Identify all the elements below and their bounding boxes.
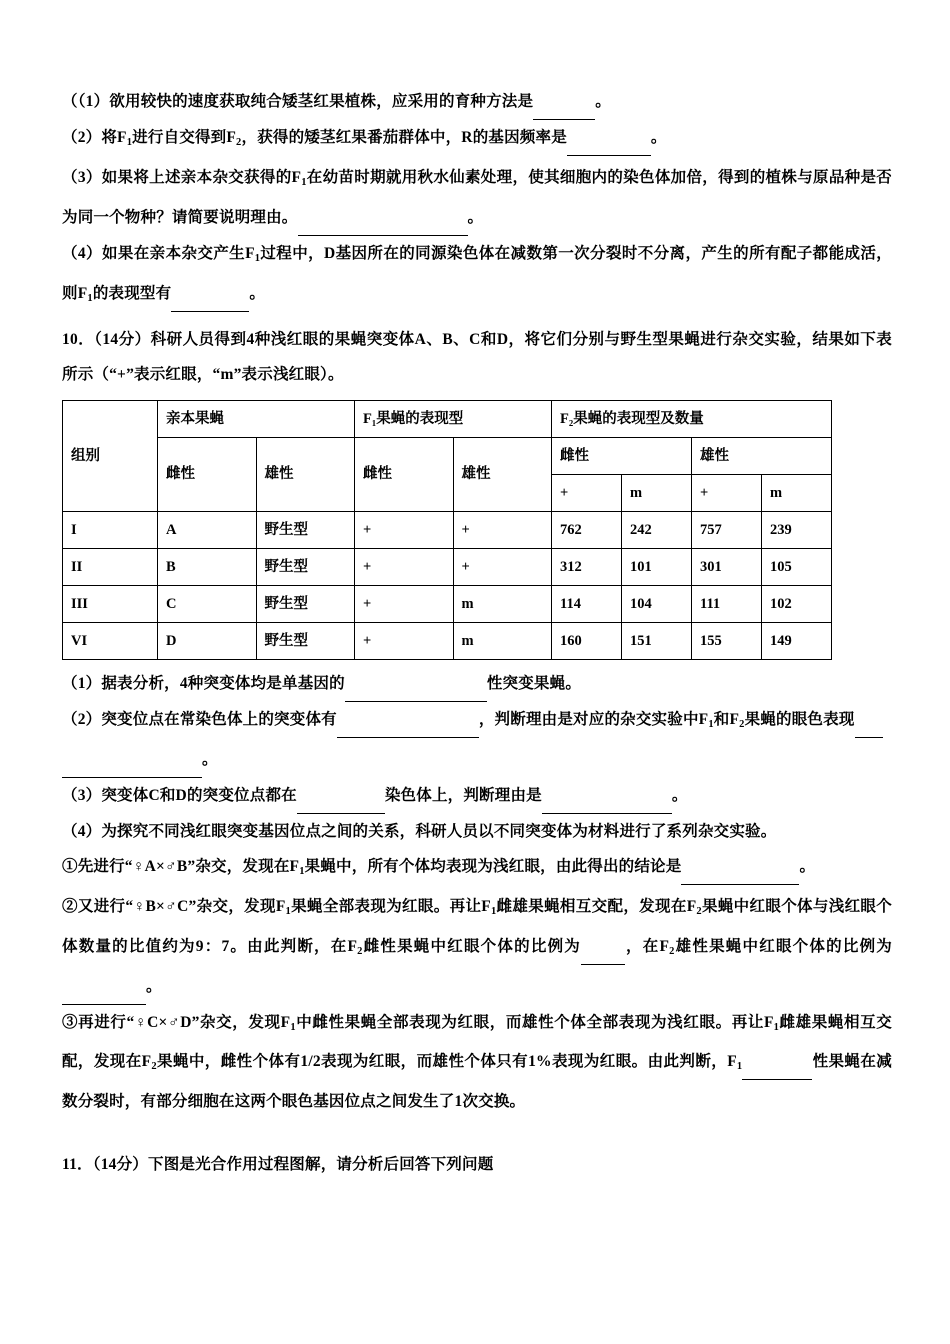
- paragraph-q10-2b: [62, 742, 892, 778]
- cell-group: III: [63, 585, 158, 622]
- cell-f2-male-plus: 155: [692, 622, 762, 659]
- text-run: 。: [595, 93, 611, 110]
- answer-blank[interactable]: [62, 742, 202, 778]
- fly-cross-table-holder: [62, 400, 892, 660]
- text-run: 性突变果蝇。: [486, 674, 582, 692]
- text-run: 。: [202, 750, 218, 768]
- page-content: [62, 84, 892, 1182]
- answer-blank[interactable]: [297, 778, 385, 814]
- answer-blank[interactable]: [533, 84, 595, 120]
- cell-f1-male: +: [453, 511, 552, 548]
- answer-blank[interactable]: [581, 929, 625, 965]
- subscript: 1: [285, 905, 291, 917]
- cell-f2-male-plus: 301: [692, 548, 762, 585]
- cell-group: II: [63, 548, 158, 585]
- header-f2-female-m: m: [622, 474, 692, 511]
- text-run: （3）突变体C和D的突变位点都在: [62, 786, 297, 804]
- text-run: 。: [671, 786, 688, 804]
- table-header-row: [63, 400, 832, 437]
- header-parent-male: 雄性: [256, 437, 355, 511]
- cell-f2-male-m: 105: [762, 548, 832, 585]
- paragraph-q9-3: [62, 160, 892, 236]
- paragraph-q10-stem: [62, 322, 892, 392]
- question-10-answers-block: [62, 666, 892, 1183]
- cell-f1-female: +: [355, 511, 454, 548]
- header-f2: F₂果蝇的表现型及数量: [552, 400, 832, 437]
- subscript: 1: [773, 1021, 780, 1033]
- header-f1-male: 雄性: [453, 437, 552, 511]
- header-f2-male-plus: +: [692, 474, 762, 511]
- text-run: （4）为探究不同浅红眼突变基因位点之间的关系，科研人员以不同突变体为材料进行了系列杂交实验。: [62, 822, 777, 840]
- text-run: 。: [146, 977, 162, 995]
- cell-parent-male: 野生型: [256, 511, 355, 548]
- text-run: 雌性果蝇中红眼个体的比例为: [362, 937, 582, 955]
- text-run: ③再进行“♀C×♂D”杂交，发现F: [62, 1013, 291, 1031]
- cell-parent-male: 野生型: [256, 548, 355, 585]
- table-row: [63, 585, 832, 622]
- header-parent: 亲本果蝇: [158, 400, 355, 437]
- subscript: 1: [490, 905, 497, 917]
- subscript: 1: [299, 865, 305, 877]
- question-9-block: [62, 84, 892, 392]
- text-run: ，在F: [625, 937, 670, 955]
- header-f1-female: 雌性: [355, 437, 454, 511]
- subscript: 2: [357, 945, 363, 957]
- cell-f2-male-m: 239: [762, 511, 832, 548]
- paragraph-q10-4-1: [62, 849, 892, 889]
- text-run: 性果蝇在减数分裂时，有部分细胞在这两个眼色基因位点之间发生了1次交换。: [62, 1053, 892, 1111]
- cell-group: VI: [63, 622, 158, 659]
- cell-f2-male-m: 149: [762, 622, 832, 659]
- answer-blank[interactable]: [542, 778, 672, 814]
- subscript: 2: [739, 718, 745, 730]
- text-run: 果蝇全部表现为红眼。再让F: [290, 897, 491, 915]
- answer-blank[interactable]: [567, 120, 651, 156]
- cell-f1-male: m: [453, 585, 552, 622]
- subscript: 2: [236, 136, 242, 148]
- subscript: 1: [708, 718, 714, 730]
- subscript: 2: [669, 945, 675, 957]
- paragraph-q10-3: [62, 778, 892, 814]
- answer-blank[interactable]: [337, 702, 479, 738]
- cell-parent-female: C: [158, 585, 257, 622]
- text-run: 果蝇中，所有个体均表现为浅红眼，由此得出的结论是: [304, 857, 682, 875]
- text-run: （4）如果在亲本杂交产生F: [62, 244, 255, 262]
- subscript: 1: [290, 1021, 296, 1033]
- cell-f2-female-plus: 160: [552, 622, 622, 659]
- text-run: 在幼苗时期就用秋水仙素处理，使其细胞内的染色体加倍，得到的植株与原品种是否为同一个物种？请简要说明理由。: [62, 168, 892, 226]
- header-f2-female-plus: +: [552, 474, 622, 511]
- cell-f2-female-m: 104: [622, 585, 692, 622]
- text-run: ①先进行“♀A×♂B”杂交，发现在F: [62, 857, 300, 875]
- cell-f2-female-m: 242: [622, 511, 692, 548]
- cell-f2-female-m: 151: [622, 622, 692, 659]
- text-run: 中雌性果蝇全部表现为红眼，而雄性个体全部表现为浅红眼。再让F: [295, 1013, 774, 1031]
- answer-blank[interactable]: [742, 1044, 812, 1080]
- subscript: 1: [301, 176, 307, 188]
- text-run: 进行自交得到F: [132, 129, 237, 146]
- header-f2-male-m: m: [762, 474, 832, 511]
- answer-blank[interactable]: [855, 702, 883, 738]
- paragraph-q10-4: [62, 814, 892, 849]
- text-run: 果蝇中，雌性个体有1/2表现为红眼，而雄性个体只有1%表现为红眼。由此判断，F: [156, 1053, 737, 1071]
- text-run: 果蝇中红眼个体与浅红眼个体数量的比值约为9：7。由此判断，在F: [62, 897, 892, 955]
- answer-blank[interactable]: [62, 969, 146, 1005]
- subscript: 1: [87, 292, 93, 304]
- cell-f1-female: +: [355, 548, 454, 585]
- answer-blank[interactable]: [681, 849, 799, 885]
- header-group: 组别: [63, 400, 158, 511]
- subscript: 2: [696, 905, 702, 917]
- paragraph-q11-stem: [62, 1147, 892, 1182]
- text-run: 雄性果蝇中红眼个体的比例为: [674, 937, 892, 955]
- table-row: [63, 548, 832, 585]
- cell-f1-female: +: [355, 585, 454, 622]
- paragraph-q10-2: [62, 702, 892, 742]
- text-run: 和F: [713, 710, 740, 728]
- cell-f2-female-plus: 312: [552, 548, 622, 585]
- subscript: 1: [254, 252, 261, 264]
- table-header-row: [63, 437, 832, 474]
- cell-f2-male-plus: 757: [692, 511, 762, 548]
- text-run: 。: [467, 208, 484, 226]
- text-run: ，判断理由是对应的杂交实验中F: [478, 710, 709, 728]
- cell-f1-female: +: [355, 622, 454, 659]
- cell-f1-male: m: [453, 622, 552, 659]
- paragraph-q9-4: [62, 236, 892, 316]
- cell-f2-female-plus: 114: [552, 585, 622, 622]
- text-run: （（1）欲用较快的速度获取纯合矮茎红果植株，应采用的育种方法是: [62, 93, 534, 110]
- paragraph-q10-1: [62, 666, 892, 702]
- cell-parent-female: D: [158, 622, 257, 659]
- text-run: 。: [799, 857, 816, 875]
- cell-group: I: [63, 511, 158, 548]
- text-run: ，获得的矮茎红果番茄群体中，R的基因频率是: [241, 129, 567, 146]
- text-run: ②又进行“♀B×♂C”杂交，发现F: [62, 897, 286, 915]
- answer-blank[interactable]: [298, 200, 468, 236]
- text-run: 。: [650, 129, 667, 146]
- cell-parent-male: 野生型: [256, 585, 355, 622]
- fly-cross-table: [62, 400, 832, 660]
- text-run: 雌雄果蝇相互交配，发现在F: [496, 897, 697, 915]
- cell-f2-female-plus: 762: [552, 511, 622, 548]
- subscript: 2: [151, 1061, 157, 1073]
- text-run: 雌雄果蝇相互交配，发现在F: [62, 1013, 892, 1071]
- text-run: （2）突变位点在常染色体上的突变体有: [62, 710, 337, 728]
- table-row: [63, 511, 832, 548]
- paragraph-q10-4-2: [62, 889, 892, 1005]
- text-run: （2）将F: [62, 129, 127, 146]
- text-run: 。: [249, 284, 266, 302]
- paragraph-q9-1: [62, 84, 892, 120]
- table-row: [63, 622, 832, 659]
- cell-parent-male: 野生型: [256, 622, 355, 659]
- cell-f2-female-m: 101: [622, 548, 692, 585]
- header-f1: F₁果蝇的表现型: [355, 400, 552, 437]
- subscript: 1: [126, 136, 133, 148]
- text-run: 染色体上，判断理由是: [384, 786, 542, 804]
- answer-blank[interactable]: [345, 666, 487, 702]
- cell-f2-male-plus: 111: [692, 585, 762, 622]
- text-run: 果蝇的眼色表现: [744, 710, 855, 728]
- text-run: （1）据表分析，4种突变体均是单基因的: [62, 674, 345, 692]
- text-run: 过程中，D基因所在的同源染色体在减数第一次分裂时不分离，产生的所有配子都能成活，则F: [62, 244, 892, 302]
- text-run: （3）如果将上述亲本杂交获得的F: [62, 168, 302, 186]
- paragraph-q9-2: [62, 120, 892, 160]
- header-f2-female: 雌性: [552, 437, 692, 474]
- text-run: 11．（14分）下图是光合作用过程图解，请分析后回答下列问题: [62, 1156, 494, 1174]
- cell-parent-female: B: [158, 548, 257, 585]
- answer-blank[interactable]: [171, 276, 249, 312]
- cell-f1-male: +: [453, 548, 552, 585]
- text-run: 的表现型有: [92, 284, 172, 302]
- text-run: 10．（14分）科研人员得到4种浅红眼的果蝇突变体A、B、C和D，将它们分别与野生型果蝇进行杂交实验，结果如下表所示（“+”表示红眼，“m”表示浅红眼）。: [62, 330, 892, 383]
- cell-f2-male-m: 102: [762, 585, 832, 622]
- subscript: 1: [736, 1061, 743, 1073]
- header-parent-female: 雌性: [158, 437, 257, 511]
- paragraph-q10-4-3: [62, 1005, 892, 1120]
- header-f2-male: 雄性: [692, 437, 832, 474]
- cell-parent-female: A: [158, 511, 257, 548]
